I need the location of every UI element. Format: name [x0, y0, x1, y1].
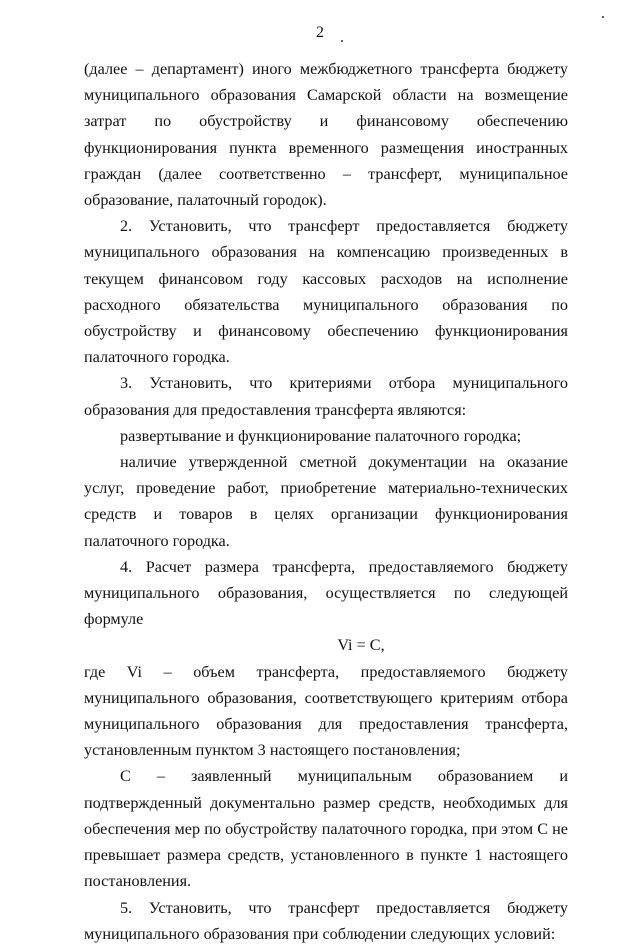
paragraph-intro: (далее – департамент) иного межбюджетного трансферта бюджету муниципального образования Самарской области на возмещение затрат по обустройству и финансовому обеспечению функционирования пункта временного размещения иностранных граждан (далее соответственно – трансферт, муниципальное образование, палаточный городок).	[84, 60, 568, 210]
paragraph-3-criterion-2: наличие утвержденной сметной документации на оказание услуг, проведение работ, приобретение материально-технических средств и товаров в целях организации функционирования палаточного городка.	[84, 453, 568, 550]
paragraph-4-c-definition: С – заявленный муниципальным образованием и подтвержденный документально размер средств, необходимых для обеспечения мер по обустройству палаточного городка, при этом С не превышает размера средств, установленного в пункте 1 настоящего постановления.	[84, 767, 568, 891]
page-number: 2	[316, 24, 324, 41]
formula: Vi = C,	[337, 636, 385, 655]
paragraph-4: 4. Расчет размера трансферта, предоставляемого бюджету муниципального образования, осуществляется по следующей формуле	[84, 557, 568, 629]
paragraph-4-where: где Vi – объем трансферта, предоставляемого бюджету муниципального образования, соответствующего критериям отбора муниципального образования для предоставления трансферта, установленным пунктом 3 настоящего постановления;	[84, 662, 568, 760]
scan-speck	[602, 16, 604, 18]
paragraph-2: 2. Установить, что трансферт предоставляется бюджету муниципального образования на компенсацию произведенных в текущем финансовом году кассовых расходов на исполнение расходного обязательства муниципального образования по обустройству и финансовому обеспечению функционирования палаточного городка.	[84, 217, 568, 367]
paragraph-3-criterion-1: развертывание и функционирование палаточного городка;	[120, 426, 522, 445]
paragraph-5: 5. Установить, что трансферт предоставляется бюджету муниципального образования при соблюдении следующих условий:	[84, 898, 568, 943]
scan-speck	[341, 40, 343, 42]
document-body	[84, 56, 568, 947]
paragraph-3: 3. Установить, что критериями отбора муниципального образования для предоставления трансферта являются:	[84, 374, 568, 419]
